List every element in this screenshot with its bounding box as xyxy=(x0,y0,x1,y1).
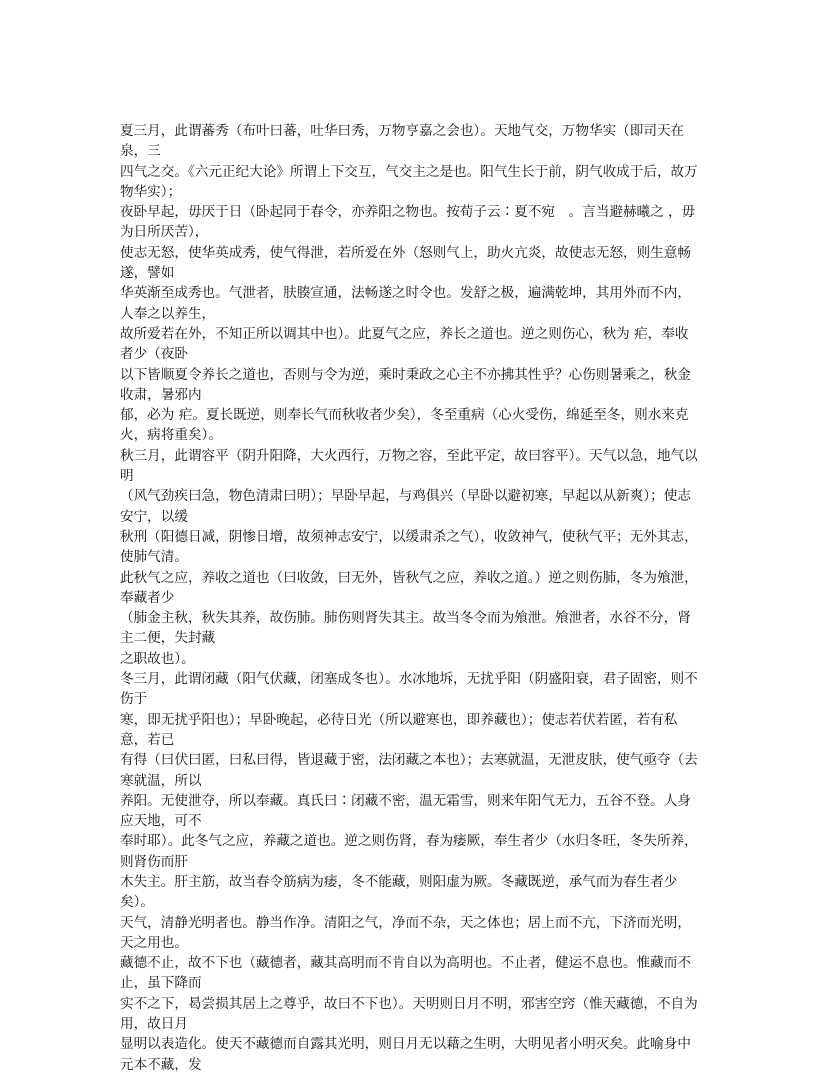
text-line: 郁，必为 疟。夏长既逆，则奉长气而秋收者少矣），冬至重病（心火受伤，绵延至冬，则水来克火，病将重矣）。 xyxy=(120,407,689,444)
text-line: 寒，即无扰乎阳也）；早卧晚起，必待日光（所以避寒也，即养藏也）；使志若伏若匿，若有私意，若已 xyxy=(120,711,678,748)
text-line: 实不之下，曷尝损其居上之尊乎，故曰不下也）。天明则日月不明，邪害空窍（惟天藏德，不自为用，故日月 xyxy=(120,995,698,1033)
text-line: 木失主。肝主筋，故当春令筋病为痿，冬不能藏，则阳虚为厥。冬藏既逆，承气而为春生者少矣）。 xyxy=(120,873,678,911)
text-line: 显明以表造化。使天不藏德而自露其光明，则日月无以藉之生明，大明见者小明灭矣。此喻身中元本不藏，发 xyxy=(120,1036,691,1073)
text-line: 此秋气之应，养收之道也（曰收敛，曰无外，皆秋气之应，养收之道。）逆之则伤肺，冬为飧泄，奉藏者少 xyxy=(120,569,698,606)
text-line: （风气劲疾曰急，物色清肃曰明）；早卧早起，与鸡俱兴（早卧以避初寒，早起以从新爽）；使志安宁，以缓 xyxy=(120,488,691,525)
text-line: 夜卧早起，毋厌于日（卧起同于春令，亦养阳之物也。按荀子云∶夏不宛 。言当避赫曦之 ，毋为日所厌苦）， xyxy=(120,204,696,241)
text-line: 使志无怒，使华英成秀，使气得泄，若所爱在外（怒则气上，助火亢炎，故使志无怒，则生意畅遂，譬如 xyxy=(120,244,691,282)
text-line: （肺金主秋，秋失其养，故伤肺。肺伤则肾失其主。故当冬令而为飧泄。飧泄者，水谷不分，肾主二便，失封藏 xyxy=(120,610,691,647)
text-line: 故所爱若在外，不知正所以调其中也）。此夏气之应，养长之道也。逆之则伤心，秋为 疟，奉收者少（夜卧 xyxy=(120,325,689,363)
text-line: 华英渐至成秀也。气泄者，肤腠宣通，法畅遂之时令也。发舒之极，遍满乾坤，其用外而不内，人奉之以养生， xyxy=(120,285,691,322)
text-line: 秋三月，此谓容平（阴升阳降，大火西行，万物之容，至此平定，故曰容平）。天气以急，地气以明 xyxy=(120,447,698,485)
text-line: 冬三月，此谓闭藏（阳气伏藏，闭塞成冬也）。水冰地坼，无扰乎阳（阴盛阳衰，君子固密，则不伤于 xyxy=(120,671,698,708)
text-line: 夏三月，此谓蕃秀（布叶曰蕃，吐华曰秀，万物亨嘉之会也）。天地气交，万物华实（即司天在泉，三 xyxy=(120,123,685,160)
body-text xyxy=(120,121,700,1075)
text-line: 天气，清静光明者也。静当作净。清阳之气，净而不杂，天之体也；居上而不亢，下济而光明，天之用也。 xyxy=(120,914,691,951)
text-line: 以下皆顺夏令养长之道也，否则与令为逆，乘时秉政之心主不亦拂其性乎？心伤则暑乘之，秋金收肃，暑邪内 xyxy=(120,366,691,403)
text-line: 秋刑（阳德日减，阴惨日增，故须神志安宁，以缓肃杀之气），收敛神气，使秋气平；无外其志，使肺气清。 xyxy=(120,528,698,566)
text-line: 藏德不止，故不下也（藏德者，藏其高明而不肯自以为高明也。不止者，健运不息也。惟藏而不止，虽下降而 xyxy=(120,955,691,992)
text-line: 奉时耶）。此冬气之应，养藏之道也。逆之则伤肾，春为痿厥，奉生者少（水归冬旺，冬失所养，则肾伤而肝 xyxy=(120,833,698,870)
text-line: 四气之交。《六元正纪大论》所谓上下交互，气交主之是也。阳气生长于前，阴气收成于后，故万物华实）； xyxy=(120,163,698,200)
text-line: 之职故也）。 xyxy=(120,650,195,667)
text-line: 养阳。无使泄夺，所以奉藏。真氏曰∶闭藏不密，温无霜雪，则来年阳气无力，五谷不登。人身应天地，可不 xyxy=(120,792,691,830)
text-line: 有得（曰伏曰匿，曰私曰得，皆退藏于密，法闭藏之本也）；去寒就温，无泄皮肤，使气亟夺（去寒就温，所以 xyxy=(120,752,698,789)
